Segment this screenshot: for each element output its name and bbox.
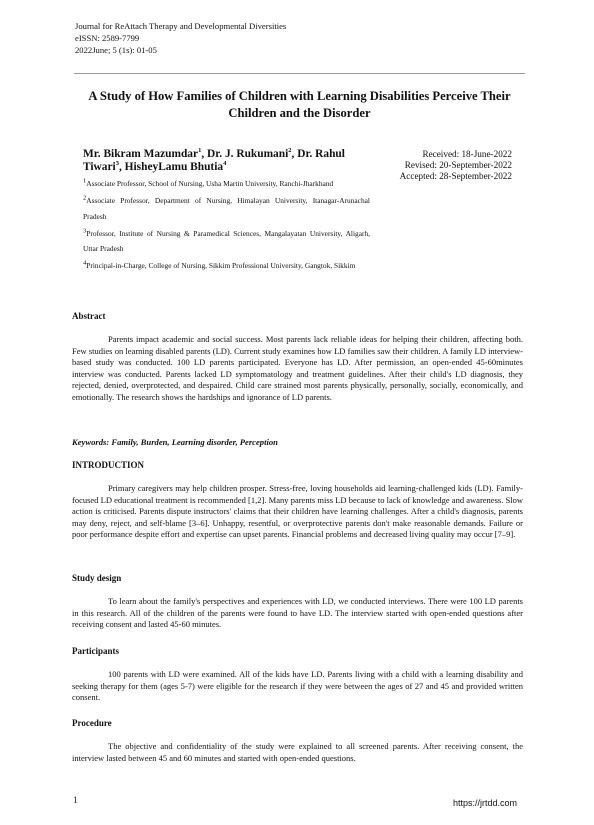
journal-name: Journal for ReAttach Therapy and Developmental Diversities <box>75 21 287 31</box>
journal-issue: 2022June; 5 (1s): 01-05 <box>75 45 157 55</box>
journal-url-link[interactable]: https://jrtdd.com <box>453 798 518 808</box>
affiliation-item <box>83 226 370 257</box>
participants-text: 100 parents with LD were examined. All of the kids have LD. Parents living with a child with a learning disability and seeking therapy for them (ages 5-7) were eligible for the research if they were between the ages of 27 and 45 and provided written consent. <box>72 669 523 703</box>
abstract-text: Parents impact academic and social success. Most parents lack reliable ideas for helping their children, affecting both. Few studies on learning disabled parents (LD). Current study examines how LD families saw their children. A family LD interview-based study was conducted. 100 LD parents participated. Everyone has LD. After permission, an open-ended 45-60minutes interview was conducted. Parents lacked LD symptomatology and treatment guidelines. After their child's LD diagnosis, they rejected, denied, overprotected, and despaired. Child care strained most parents physically, personally, socially, economically, and emotionally. The research shows the hardships and ignorance of LD parents. <box>72 334 523 402</box>
affiliation-item <box>83 176 370 192</box>
study-design-text: To learn about the family's perspectives and experiences with LD, we conducted interviews. There were 100 LD parents in this research. All of the children of the parents were found to have LD. The interview started with open-ended questions after receiving consent and lasted 45-60 minutes. <box>72 596 523 630</box>
introduction-text: Primary caregivers may help children prosper. Stress-free, loving households aid learning-challenged kids (LD). Family-focused LD educational treatment is recommended [1,2]. Many parents miss LD because to lack of knowledge and awareness. Slow action is criticised. Parents dispute instructors' claims that their children have learning challenges. After a child's diagnosis, parents may deny, reject, and self-blame [3–6]. Unhappy, resentful, or overprotective parents don't make reasonable demands. Failure or poor performance despite effort and expertise can upset parents. Financial problems and decreased living quality may occur [7–9]. <box>72 483 523 540</box>
journal-header <box>75 20 535 56</box>
affiliation-item <box>83 193 370 224</box>
affiliation-sup: 1 <box>83 177 87 185</box>
author-name: Mr. Bikram Mazumdar <box>83 148 199 160</box>
accepted-date: Accepted: 28-September-2022 <box>399 171 512 181</box>
affiliation-text: Professor, Institute of Nursing & Paramedical Sciences, Mangalayatan University, Aligarh, Uttar Pradesh <box>83 228 370 254</box>
author-sep: , <box>291 148 298 160</box>
keywords-text: Family, Burden, Learning disorder, Perception <box>109 437 278 447</box>
author-name: HisheyLamu Bhutia <box>124 160 224 173</box>
introduction-heading: INTRODUCTION <box>72 460 145 470</box>
author-sup: 2 <box>288 147 292 155</box>
study-design-heading: Study design <box>72 573 122 583</box>
keywords-label: Keywords: <box>72 437 110 447</box>
procedure-text: The objective and confidentiality of the study were explained to all screened parents. After receiving consent, the interview lasted between 45 and 60 minutes and started with open-ended questions. <box>72 741 523 763</box>
author-sep: , <box>201 148 208 160</box>
author-name: Dr. J. Rukumani <box>207 148 289 160</box>
affiliation-sup: 3 <box>83 227 87 235</box>
keywords <box>72 437 278 447</box>
received-date: Received: 18-June-2022 <box>422 149 512 159</box>
author-sup: 3 <box>115 159 119 167</box>
author-name: Dr. Rahul Tiwari <box>83 148 345 173</box>
affiliation-sup: 4 <box>83 260 87 267</box>
affiliation-text: Principal-in-Charge, College of Nursing, Sikkim Professional University, Gangtok, Sikkim <box>86 261 356 271</box>
author-list <box>83 148 375 173</box>
procedure-heading: Procedure <box>72 718 112 728</box>
affiliations <box>83 176 370 274</box>
affiliation-text: Associate Professor, School of Nursing, Usha Martin University, Ranchi-Jharkhand <box>86 179 334 188</box>
affiliation-item <box>83 258 370 274</box>
author-sup: 1 <box>198 147 202 155</box>
submission-dates <box>375 149 512 182</box>
affiliation-sup: 2 <box>83 194 87 202</box>
header-divider <box>74 73 525 74</box>
journal-eissn: eISSN: 2589-7799 <box>75 33 140 43</box>
paper-title: A Study of How Families of Children with Learning Disabilities Perceive Their Children and the Disorder <box>88 89 511 120</box>
page-number: 1 <box>73 796 78 806</box>
author-sup: 4 <box>223 159 227 167</box>
revised-date: Revised: 20-September-2022 <box>404 160 512 170</box>
author-sep: , <box>118 160 125 173</box>
affiliation-text: Associate Professor, Department of Nursing, Himalayan University, Itanagar-Arunachal Pradesh <box>83 196 370 221</box>
participants-heading: Participants <box>72 646 119 656</box>
abstract-heading: Abstract <box>72 311 106 321</box>
